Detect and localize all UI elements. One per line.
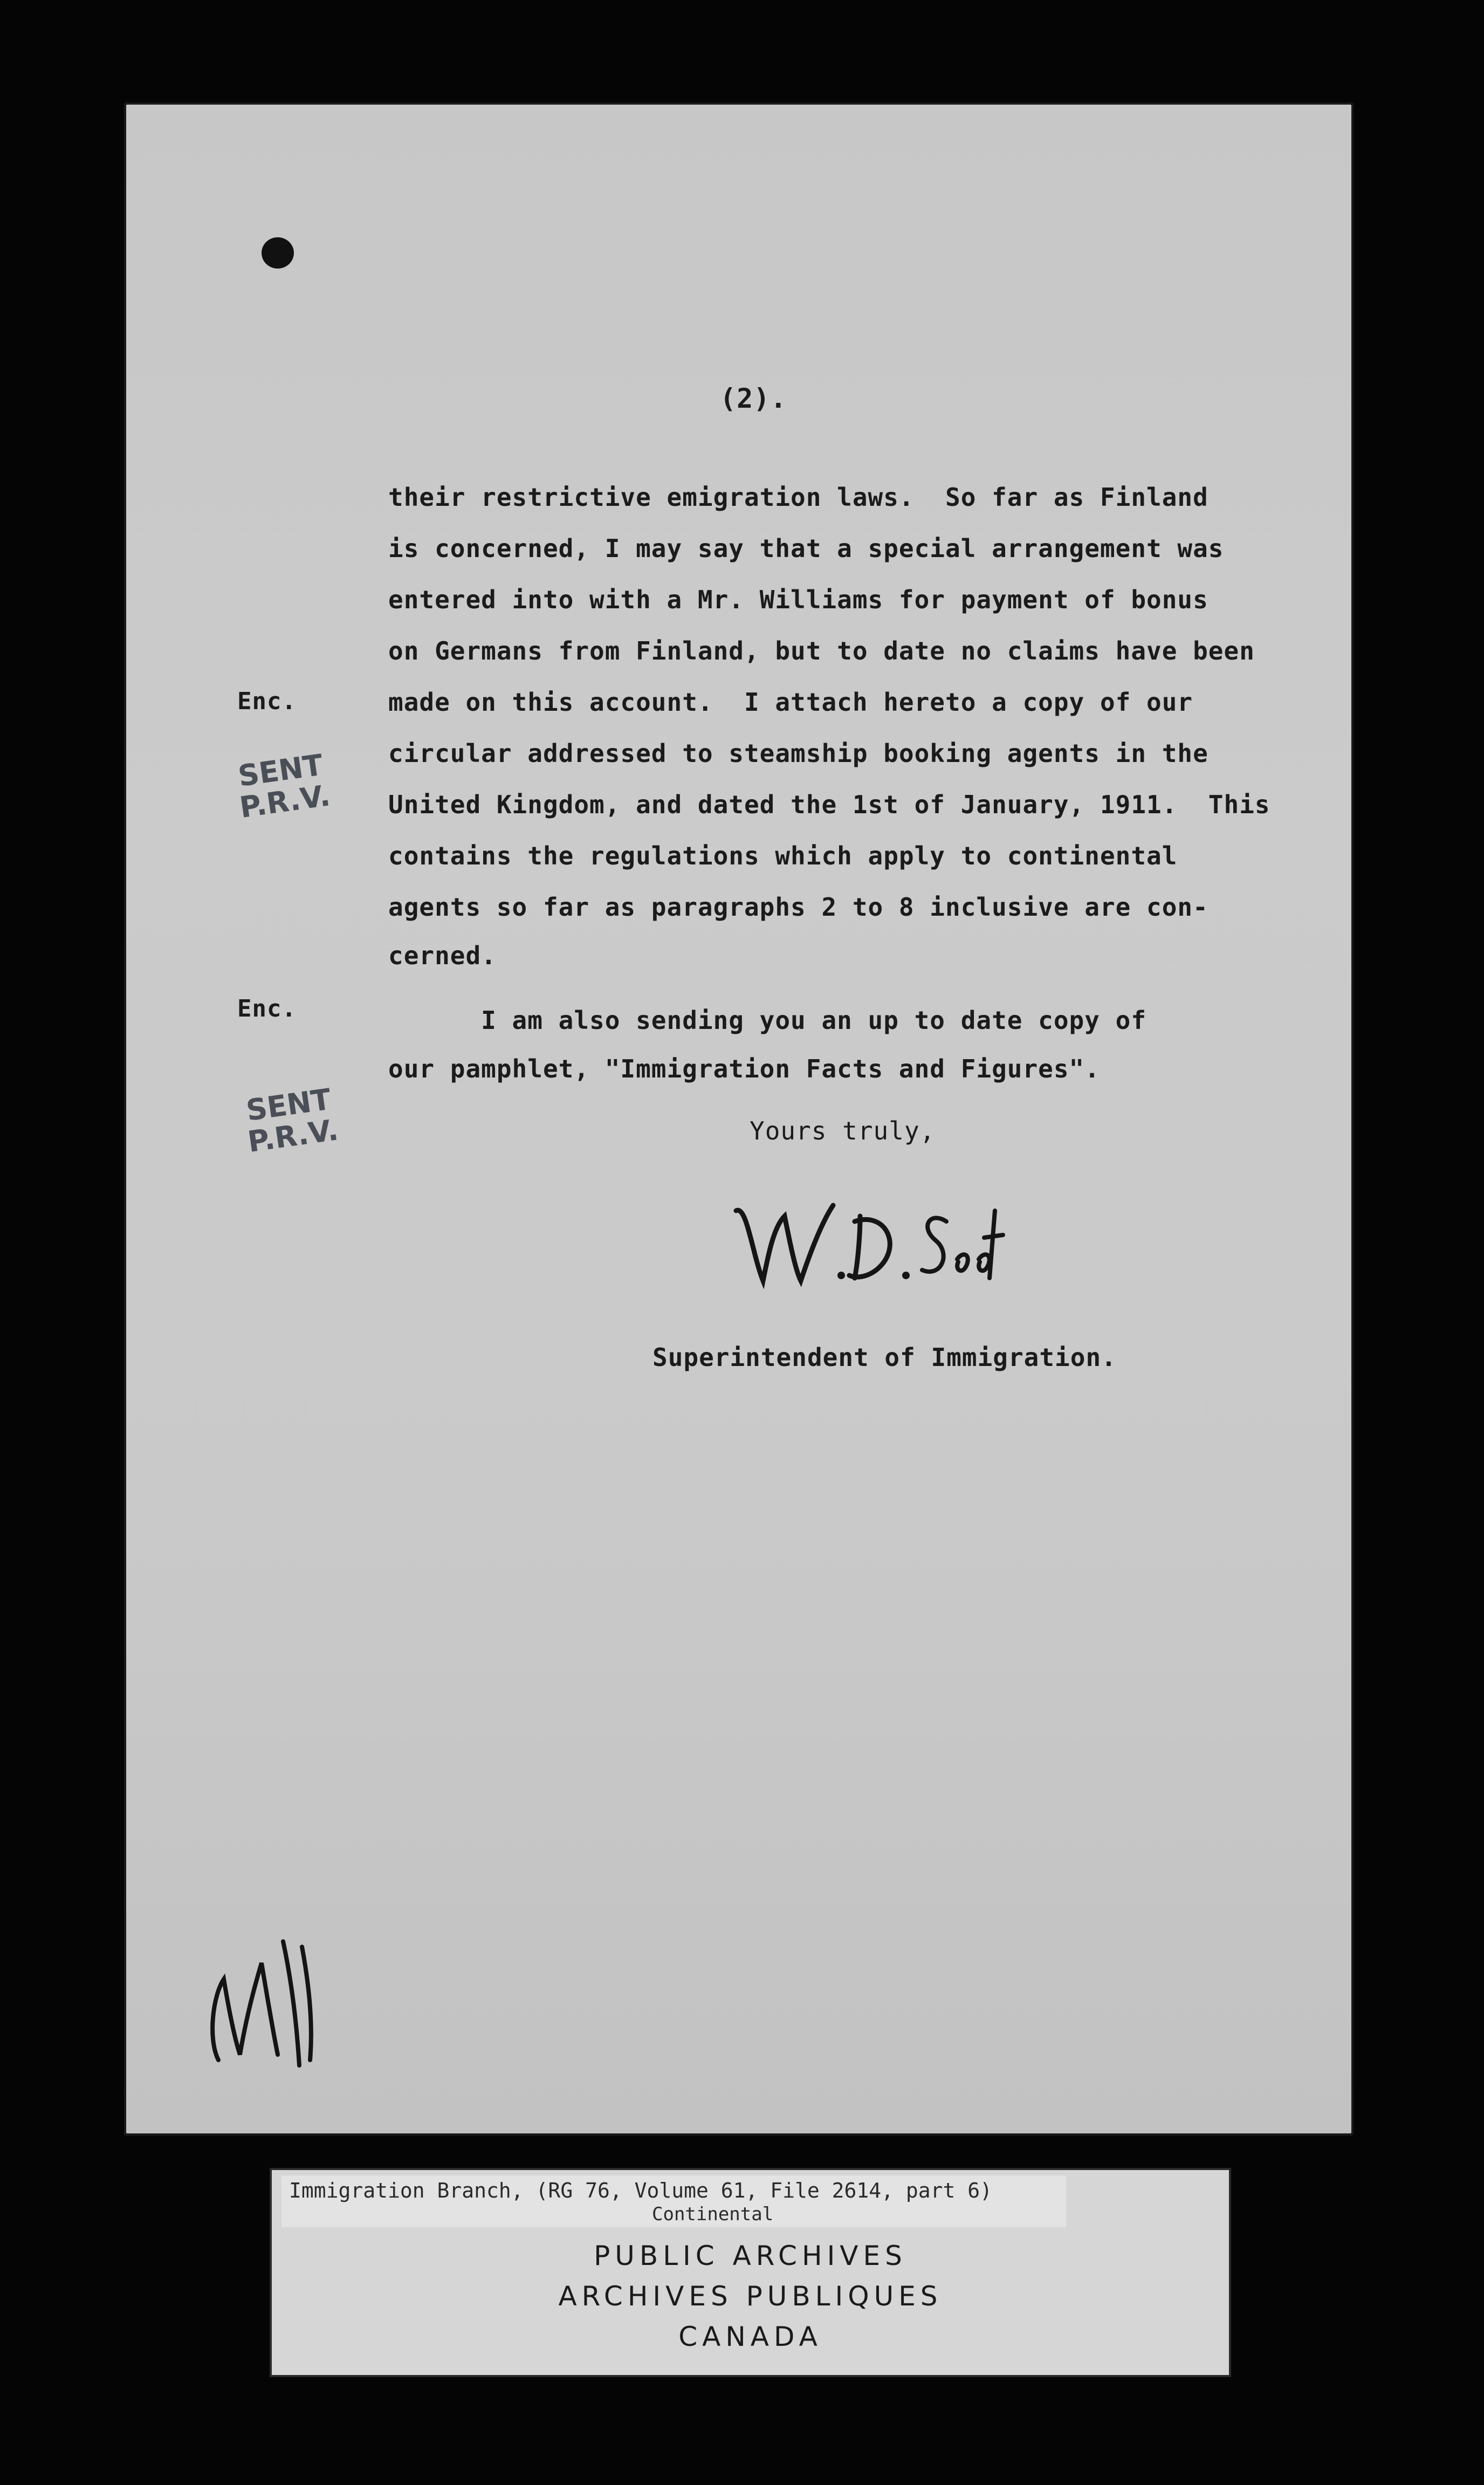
letter-line: our pamphlet, "Immigration Facts and Figures". (388, 1054, 1100, 1083)
letter-line: entered into with a Mr. Williams for payment of bonus (388, 585, 1208, 614)
letter-line: agents so far as paragraphs 2 to 8 inclusive are con- (388, 893, 1208, 922)
closing: Yours truly, (750, 1116, 936, 1145)
letter-line: United Kingdom, and dated the 1st of January, 1911. This (388, 790, 1270, 819)
letter-line: circular addressed to steamship booking agents in the (388, 739, 1208, 768)
archive-subtitle: Continental (652, 2203, 774, 2225)
page-number: (2). (720, 383, 787, 414)
letter-line: cerned. (388, 941, 497, 970)
archive-name-fr: ARCHIVES PUBLIQUES (558, 2281, 943, 2312)
archive-label (270, 2168, 1231, 2377)
punch-hole (262, 237, 294, 269)
archive-name-en: PUBLIC ARCHIVES (594, 2240, 907, 2271)
sent-stamp: SENT P.R.V. (244, 1082, 341, 1159)
letter-line: made on this account. I attach hereto a copy of our (388, 688, 1193, 717)
enclosure-note: Enc. (237, 688, 297, 715)
signature-title: Superintendent of Immigration. (652, 1343, 1117, 1372)
handwritten-signature (725, 1189, 1006, 1292)
letter-line: their restrictive emigration laws. So far as Finland (388, 483, 1208, 512)
letter-line: on Germans from Finland, but to date no claims have been (388, 636, 1255, 665)
enclosure-note: Enc. (237, 995, 297, 1022)
letter-line: is concerned, I may say that a special arrangement was (388, 534, 1224, 563)
handwritten-initials (202, 1931, 332, 2071)
letter-line: I am also sending you an up to date copy of (388, 1006, 1147, 1035)
letter-line: contains the regulations which apply to continental (388, 841, 1178, 870)
sent-stamp: SENT P.R.V. (236, 747, 333, 825)
archive-country: CANADA (678, 2321, 822, 2352)
archive-reference: Immigration Branch, (RG 76, Volume 61, File 2614, part 6) (289, 2179, 993, 2202)
